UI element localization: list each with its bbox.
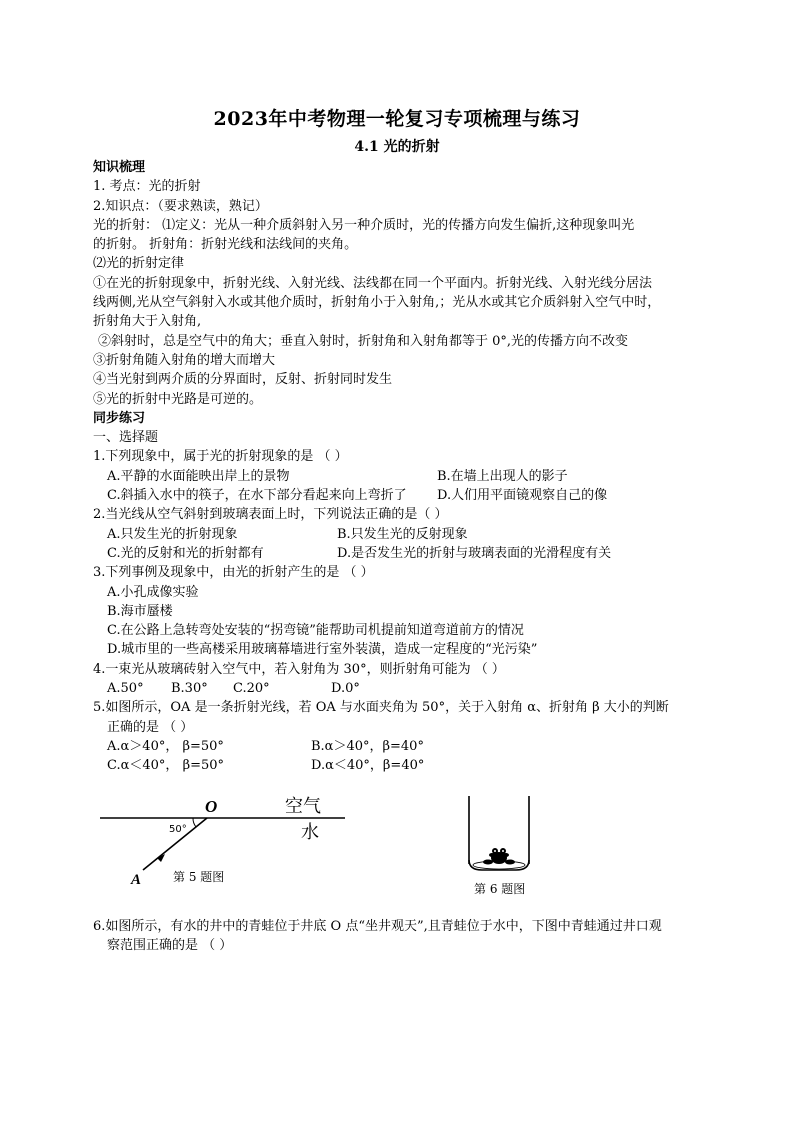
- section-subtitle: 4.1 光的折射: [354, 139, 440, 155]
- question-5-options-row-2: [93, 756, 703, 775]
- knowledge-heading: 知识梳理: [93, 160, 146, 175]
- air-label: 空气: [285, 796, 321, 817]
- point-a-label: A: [131, 872, 142, 888]
- knowledge-item-1: 1. 考点：光的折射: [93, 179, 201, 195]
- question-4-option-c: C.20°: [233, 681, 270, 697]
- question-1-option-c: C.斜插入水中的筷子，在水下部分看起来向上弯折了: [107, 488, 407, 504]
- question-1-option-d: D.人们用平面镜观察自己的像: [437, 488, 608, 504]
- question-5-stem-line-2: 正确的是 （ ）: [107, 719, 194, 735]
- knowledge-item-2: 2.知识点：（要求熟读，熟记）: [93, 198, 268, 214]
- question-4-options: [93, 679, 703, 698]
- question-3-option-a: A.小孔成像实验: [107, 584, 199, 600]
- figure-6-caption: 第 6 题图: [474, 882, 526, 896]
- question-4-option-d: D.0°: [331, 681, 360, 697]
- question-5-option-c: C.α＜40°， β=50°: [107, 758, 225, 774]
- law-5: ⑤光的折射中光路是可逆的。: [93, 391, 263, 407]
- question-4-option-b: B.30°: [171, 681, 208, 697]
- question-1-stem: 1.下列现象中，属于光的折射现象的是 （ ）: [93, 449, 348, 465]
- law-1-line-3: 折射角大于入射角,: [93, 314, 202, 330]
- section-label: 一、选择题: [93, 430, 159, 446]
- question-6: [93, 917, 703, 956]
- question-2-option-b: B.只发生光的反射现象: [337, 526, 468, 542]
- question-6-line-1: 6.如图所示，有水的井中的青蛙位于井底 O 点“坐井观天”,且青蛙位于水中，下图中青蛙通过井口观: [93, 919, 662, 934]
- law-1-line-1: ①在光的折射现象中，折射光线、入射光线、法线都在同一个平面内。折射光线、入射光线分居法: [93, 275, 653, 291]
- question-5-stem-line-1: 5.如图所示，OA 是一条折射光线，若 OA 与水面夹角为 50°，关于入射角 α、折射角 β 大小的判断: [93, 700, 669, 716]
- question-1-option-b: B.在墙上出现人的影子: [437, 468, 568, 484]
- question-2-stem: 2.当光线从空气斜射到玻璃表面上时，下列说法正确的是（ ）: [93, 507, 448, 523]
- question-2-options-row-2: [93, 544, 703, 563]
- angle-arc: [193, 818, 196, 827]
- law-4: ④当光射到两介质的分界面时，反射、折射同时发生: [93, 372, 393, 388]
- question-5-option-d: D.α＜40°，β=40°: [311, 758, 425, 774]
- question-5-option-b: B.α＞40°，β=40°: [311, 738, 424, 754]
- question-3-option-b: B.海市蜃楼: [107, 603, 173, 619]
- question-2-option-c: C.光的反射和光的折射都有: [107, 545, 264, 561]
- question-2-option-d: D.是否发生光的折射与玻璃表面的光滑程度有关: [337, 545, 612, 561]
- question-3-stem: 3.下列事例及现象中，由光的折射产生的是 （ ）: [93, 565, 374, 581]
- water-label: 水: [301, 822, 319, 843]
- document-title: 2023年中考物理一轮复习专项梳理与练习: [213, 108, 581, 130]
- question-5-options-row-1: [93, 737, 703, 756]
- law-2: ②斜射时，总是空气中的角大；垂直入射时，折射角和入射角都等于 0°,光的传播方向不改变: [98, 333, 629, 349]
- question-1-options-row-2: [93, 486, 703, 505]
- figure-6-well-diagram: [462, 792, 542, 902]
- point-o-label: O: [205, 797, 218, 816]
- angle-label: 50°: [169, 824, 187, 835]
- law-title: ⑵光的折射定律: [93, 256, 185, 272]
- question-6-line-2: 察范围正确的是 （ ）: [107, 938, 233, 954]
- definition-line-1: 光的折射： ⑴定义：光从一种介质斜射入另一种介质时，光的传播方向发生偏折,这种现象叫光: [93, 217, 635, 233]
- question-4-stem: 4.一束光从玻璃砖射入空气中，若入射角为 30°，则折射角可能为 （ ）: [93, 661, 505, 677]
- question-3-option-c: C.在公路上急转弯处安装的“拐弯镜”能帮助司机提前知道弯道前方的情况: [107, 623, 524, 639]
- practice-heading: 同步练习: [93, 410, 146, 426]
- question-1-option-a: A.平静的水面能映出岸上的景物: [107, 468, 290, 484]
- question-3-option-d: D.城市里的一些高楼采用玻璃幕墙进行室外装潢，造成一定程度的“光污染”: [107, 642, 538, 658]
- frog-icon: [483, 848, 515, 865]
- question-4-option-a: A.50°: [107, 681, 144, 697]
- figure-5-caption: 第 5 题图: [173, 870, 225, 884]
- law-3: ③折射角随入射角的增大而增大: [93, 352, 276, 368]
- question-2-options-row-1: [93, 525, 703, 544]
- definition-line-2: 的折射。 折射角：折射光线和法线间的夹角。: [93, 237, 358, 253]
- question-1-options-row-1: [93, 467, 703, 486]
- question-5-option-a: A.α＞40°， β=50°: [107, 738, 224, 754]
- figure-5-refraction-diagram: [95, 792, 355, 892]
- law-1-line-2: 线两侧,光从空气斜射入水或其他介质时，折射角小于入射角,；光从水或其它介质斜射入空气中时，: [93, 295, 661, 311]
- question-2-option-a: A.只发生光的折射现象: [107, 526, 238, 542]
- document-body: [93, 158, 703, 776]
